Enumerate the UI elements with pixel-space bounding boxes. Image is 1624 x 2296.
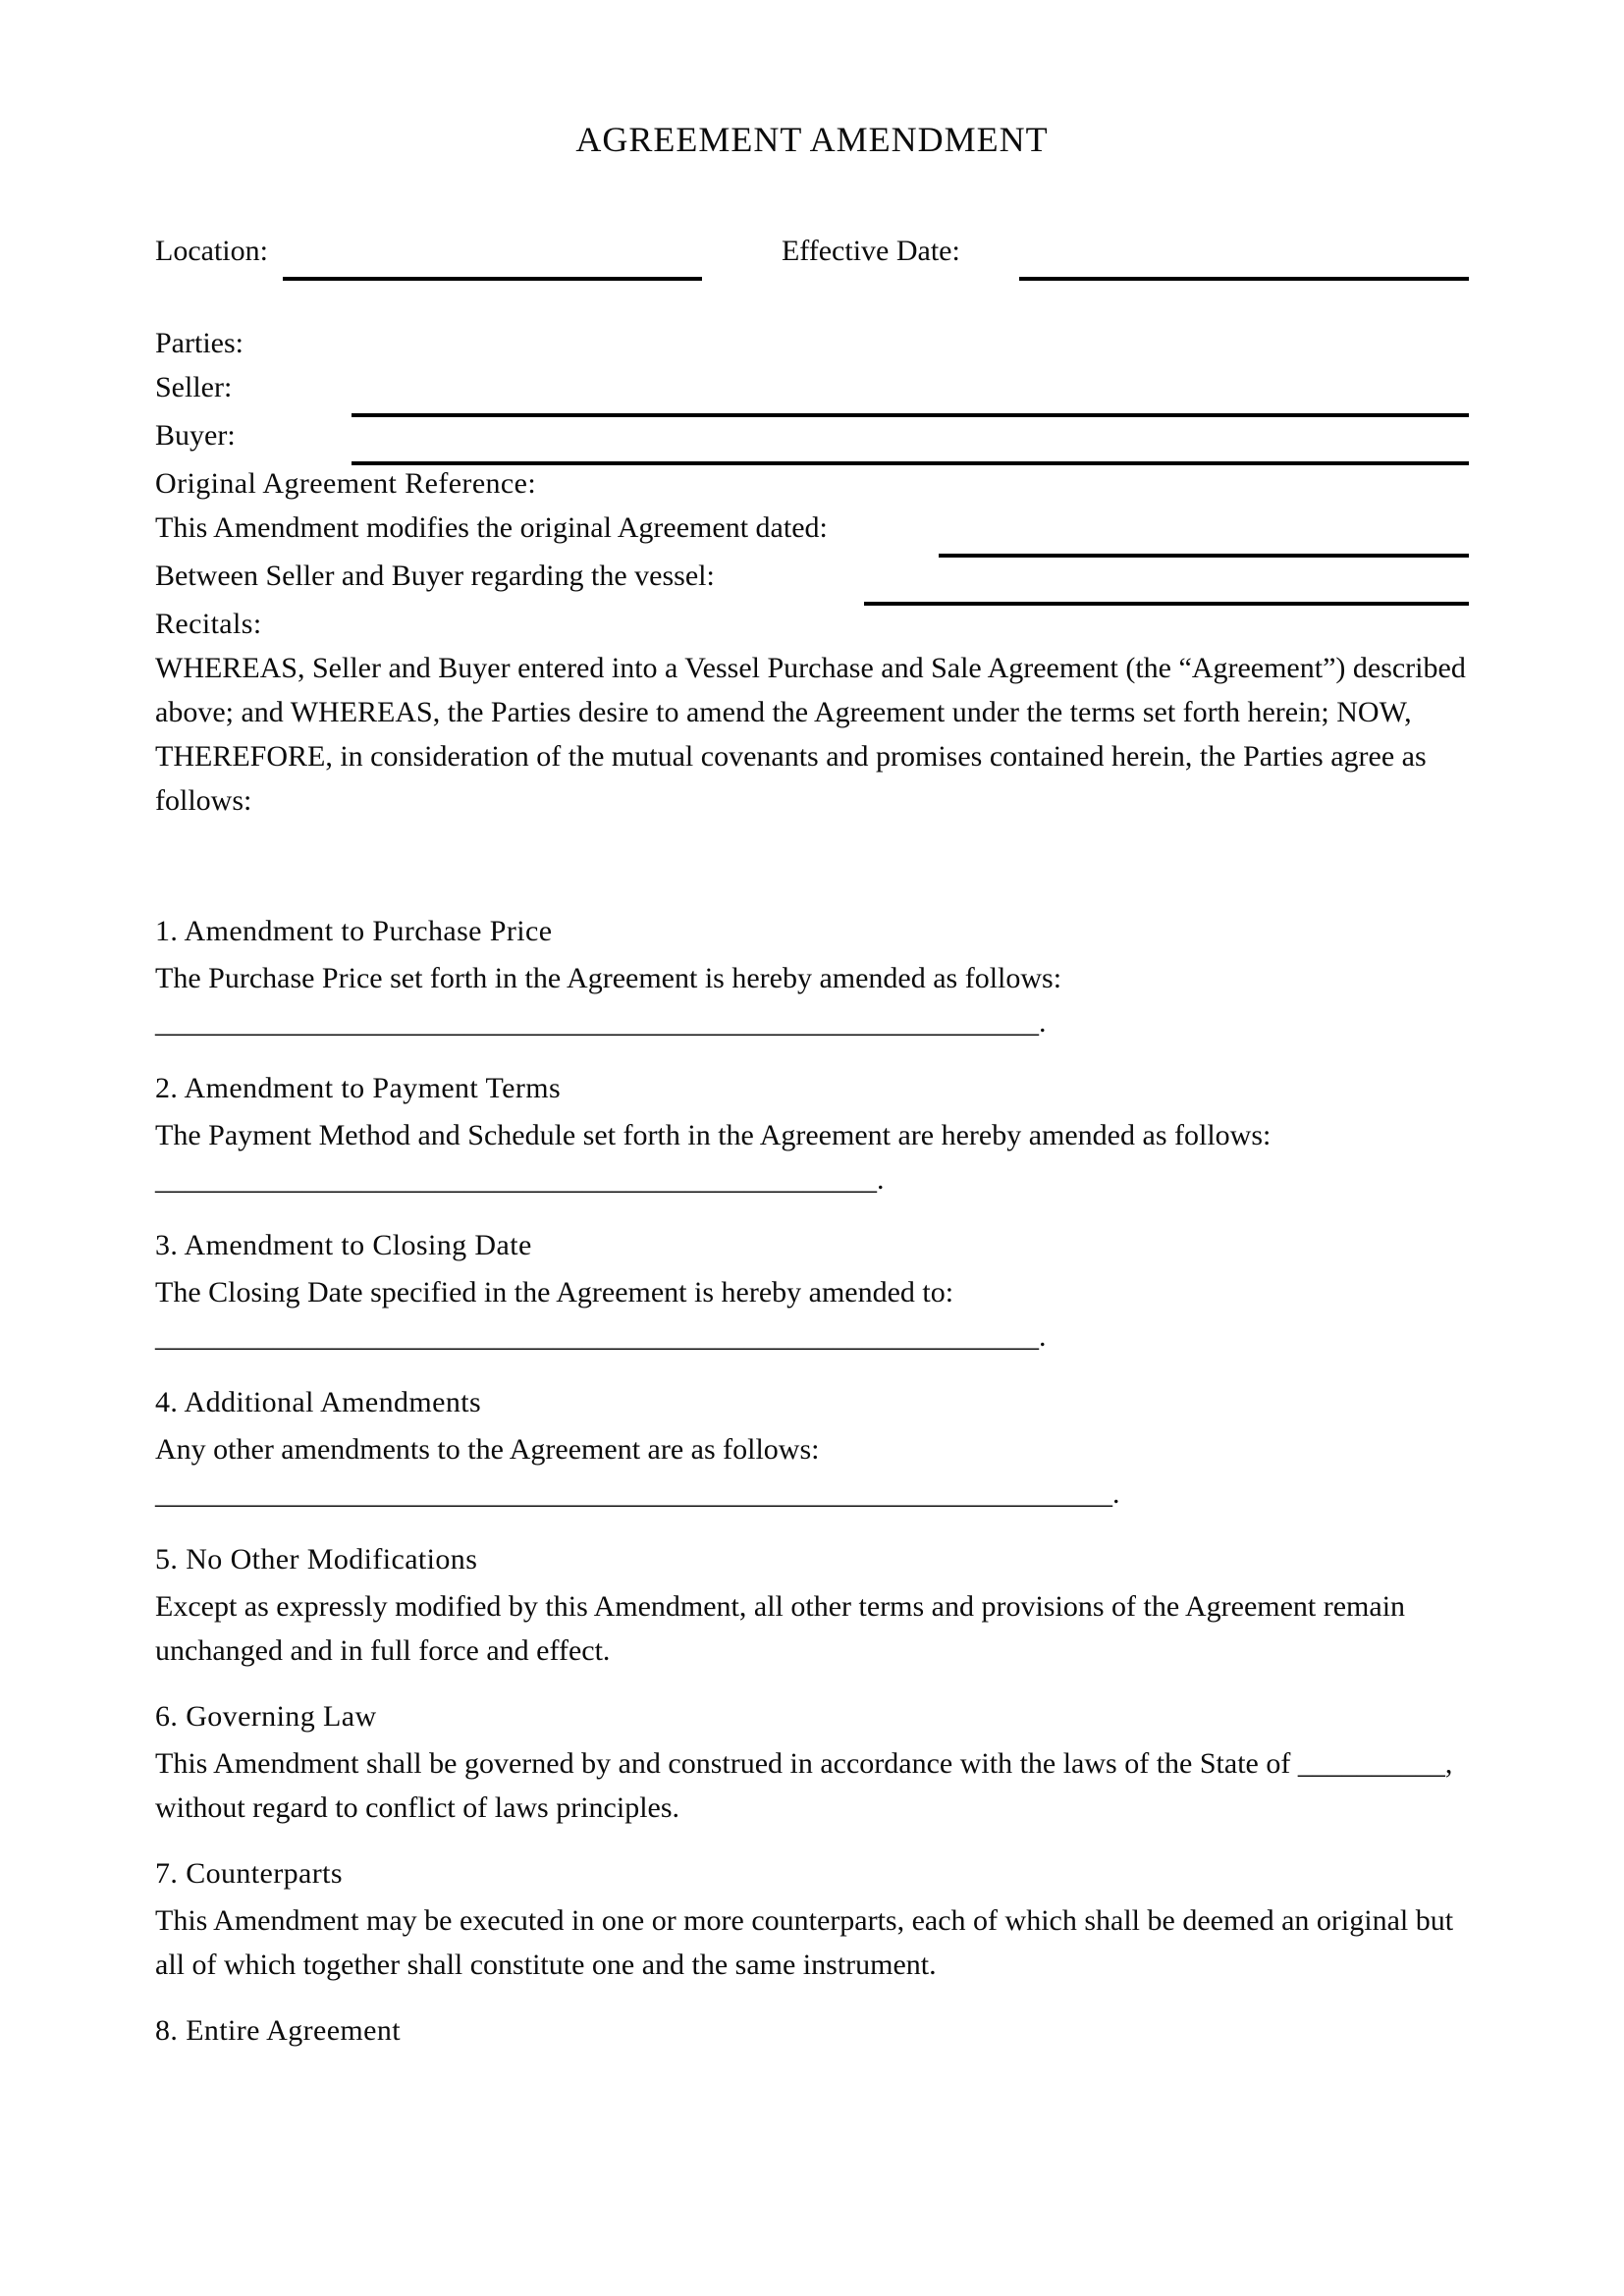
buyer-underline	[352, 417, 1469, 465]
section-entire-agreement	[155, 2008, 1469, 2053]
blank-period: .	[1039, 1320, 1047, 1353]
document-title: AGREEMENT AMENDMENT	[575, 120, 1049, 159]
section-body: This Amendment may be executed in one or more counterparts, each of which shall be deemed an original but all of which together shall constitute one and the same instrument.	[155, 1904, 1454, 1981]
section-body: Any other amendments to the Agreement are as follows:	[155, 1433, 820, 1466]
section-amendment-to-payment-terms	[155, 1066, 1469, 1201]
fill-in-blank-line	[155, 1471, 1469, 1516]
section-heading: 5. No Other Modifications	[155, 1543, 478, 1575]
section-amendment-to-closing-date	[155, 1223, 1469, 1359]
blank-period: .	[877, 1163, 885, 1196]
blank-period: .	[1112, 1477, 1120, 1510]
agreement-dated-underline	[939, 509, 1469, 558]
section-additional-amendments	[155, 1380, 1469, 1516]
section-no-other-modifications	[155, 1537, 1469, 1673]
section-heading: 7. Counterparts	[155, 1857, 343, 1890]
buyer-row	[155, 413, 1469, 461]
section-heading: 8. Entire Agreement	[155, 2014, 402, 2047]
fill-in-blank-line	[155, 1157, 1469, 1201]
vessel-label: Between Seller and Buyer regarding the vessel:	[155, 560, 715, 592]
recitals-body: WHEREAS, Seller and Buyer entered into a Vessel Purchase and Sale Agreement (the “Agreement”) described above; and WHEREAS, the Parties desire to amend the Agreement under the terms set forth herein; NOW, THEREFORE, in consideration of the mutual covenants and promises contained herein, the Parties agree as follows:	[155, 652, 1466, 817]
effective-date-underline	[1019, 233, 1469, 281]
fill-in-blank-line	[155, 1000, 1469, 1044]
section-body: The Payment Method and Schedule set forth in the Agreement are hereby amended as follows:	[155, 1119, 1272, 1151]
section-counterparts	[155, 1851, 1469, 1987]
location-effective-date-row	[155, 229, 1469, 277]
blank-underscores: _________________________________________________________________	[155, 1477, 1112, 1510]
section-heading: 2. Amendment to Payment Terms	[155, 1072, 562, 1104]
seller-label: Seller:	[155, 371, 233, 403]
section-body: The Closing Date specified in the Agreement is hereby amended to:	[155, 1276, 954, 1308]
body-text-after-blank: , without regard to conflict of laws principles.	[155, 1747, 1453, 1824]
section-heading: 4. Additional Amendments	[155, 1386, 482, 1418]
vessel-row	[155, 554, 1469, 602]
vessel-underline	[864, 558, 1469, 606]
seller-row	[155, 365, 1469, 413]
section-governing-law	[155, 1694, 1469, 1830]
original-agreement-reference-heading: Original Agreement Reference:	[155, 467, 537, 500]
section-body	[155, 1741, 1469, 1830]
buyer-label: Buyer:	[155, 419, 236, 452]
section-heading: 6. Governing Law	[155, 1700, 377, 1733]
blank-period: .	[1039, 1006, 1047, 1039]
body-text-before-blank: This Amendment shall be governed by and construed in accordance with the laws of the State of	[155, 1747, 1298, 1780]
section-body: The Purchase Price set forth in the Agreement is hereby amended as follows:	[155, 962, 1062, 994]
fill-in-blank-line	[155, 1314, 1469, 1359]
blank-underscores: ____________________________________________________________	[155, 1006, 1039, 1039]
section-heading: 3. Amendment to Closing Date	[155, 1229, 532, 1261]
location-label: Location:	[155, 235, 268, 267]
agreement-dated-row	[155, 506, 1469, 554]
section-body: Except as expressly modified by this Amendment, all other terms and provisions of the Agreement remain unchanged and in full force and effect.	[155, 1590, 1406, 1667]
blank-underscores: _________________________________________________	[155, 1163, 877, 1196]
effective-date-label: Effective Date:	[781, 235, 960, 267]
section-amendment-to-purchase-price	[155, 909, 1469, 1044]
section-heading: 1. Amendment to Purchase Price	[155, 915, 553, 947]
blank-underscores: ____________________________________________________________	[155, 1320, 1039, 1353]
agreement-dated-label: This Amendment modifies the original Agreement dated:	[155, 511, 828, 544]
recitals-heading: Recitals:	[155, 608, 262, 640]
seller-underline	[352, 369, 1469, 417]
location-underline	[283, 233, 702, 281]
state-fill-in-blank: __________	[1297, 1747, 1445, 1780]
parties-label: Parties:	[155, 327, 244, 359]
